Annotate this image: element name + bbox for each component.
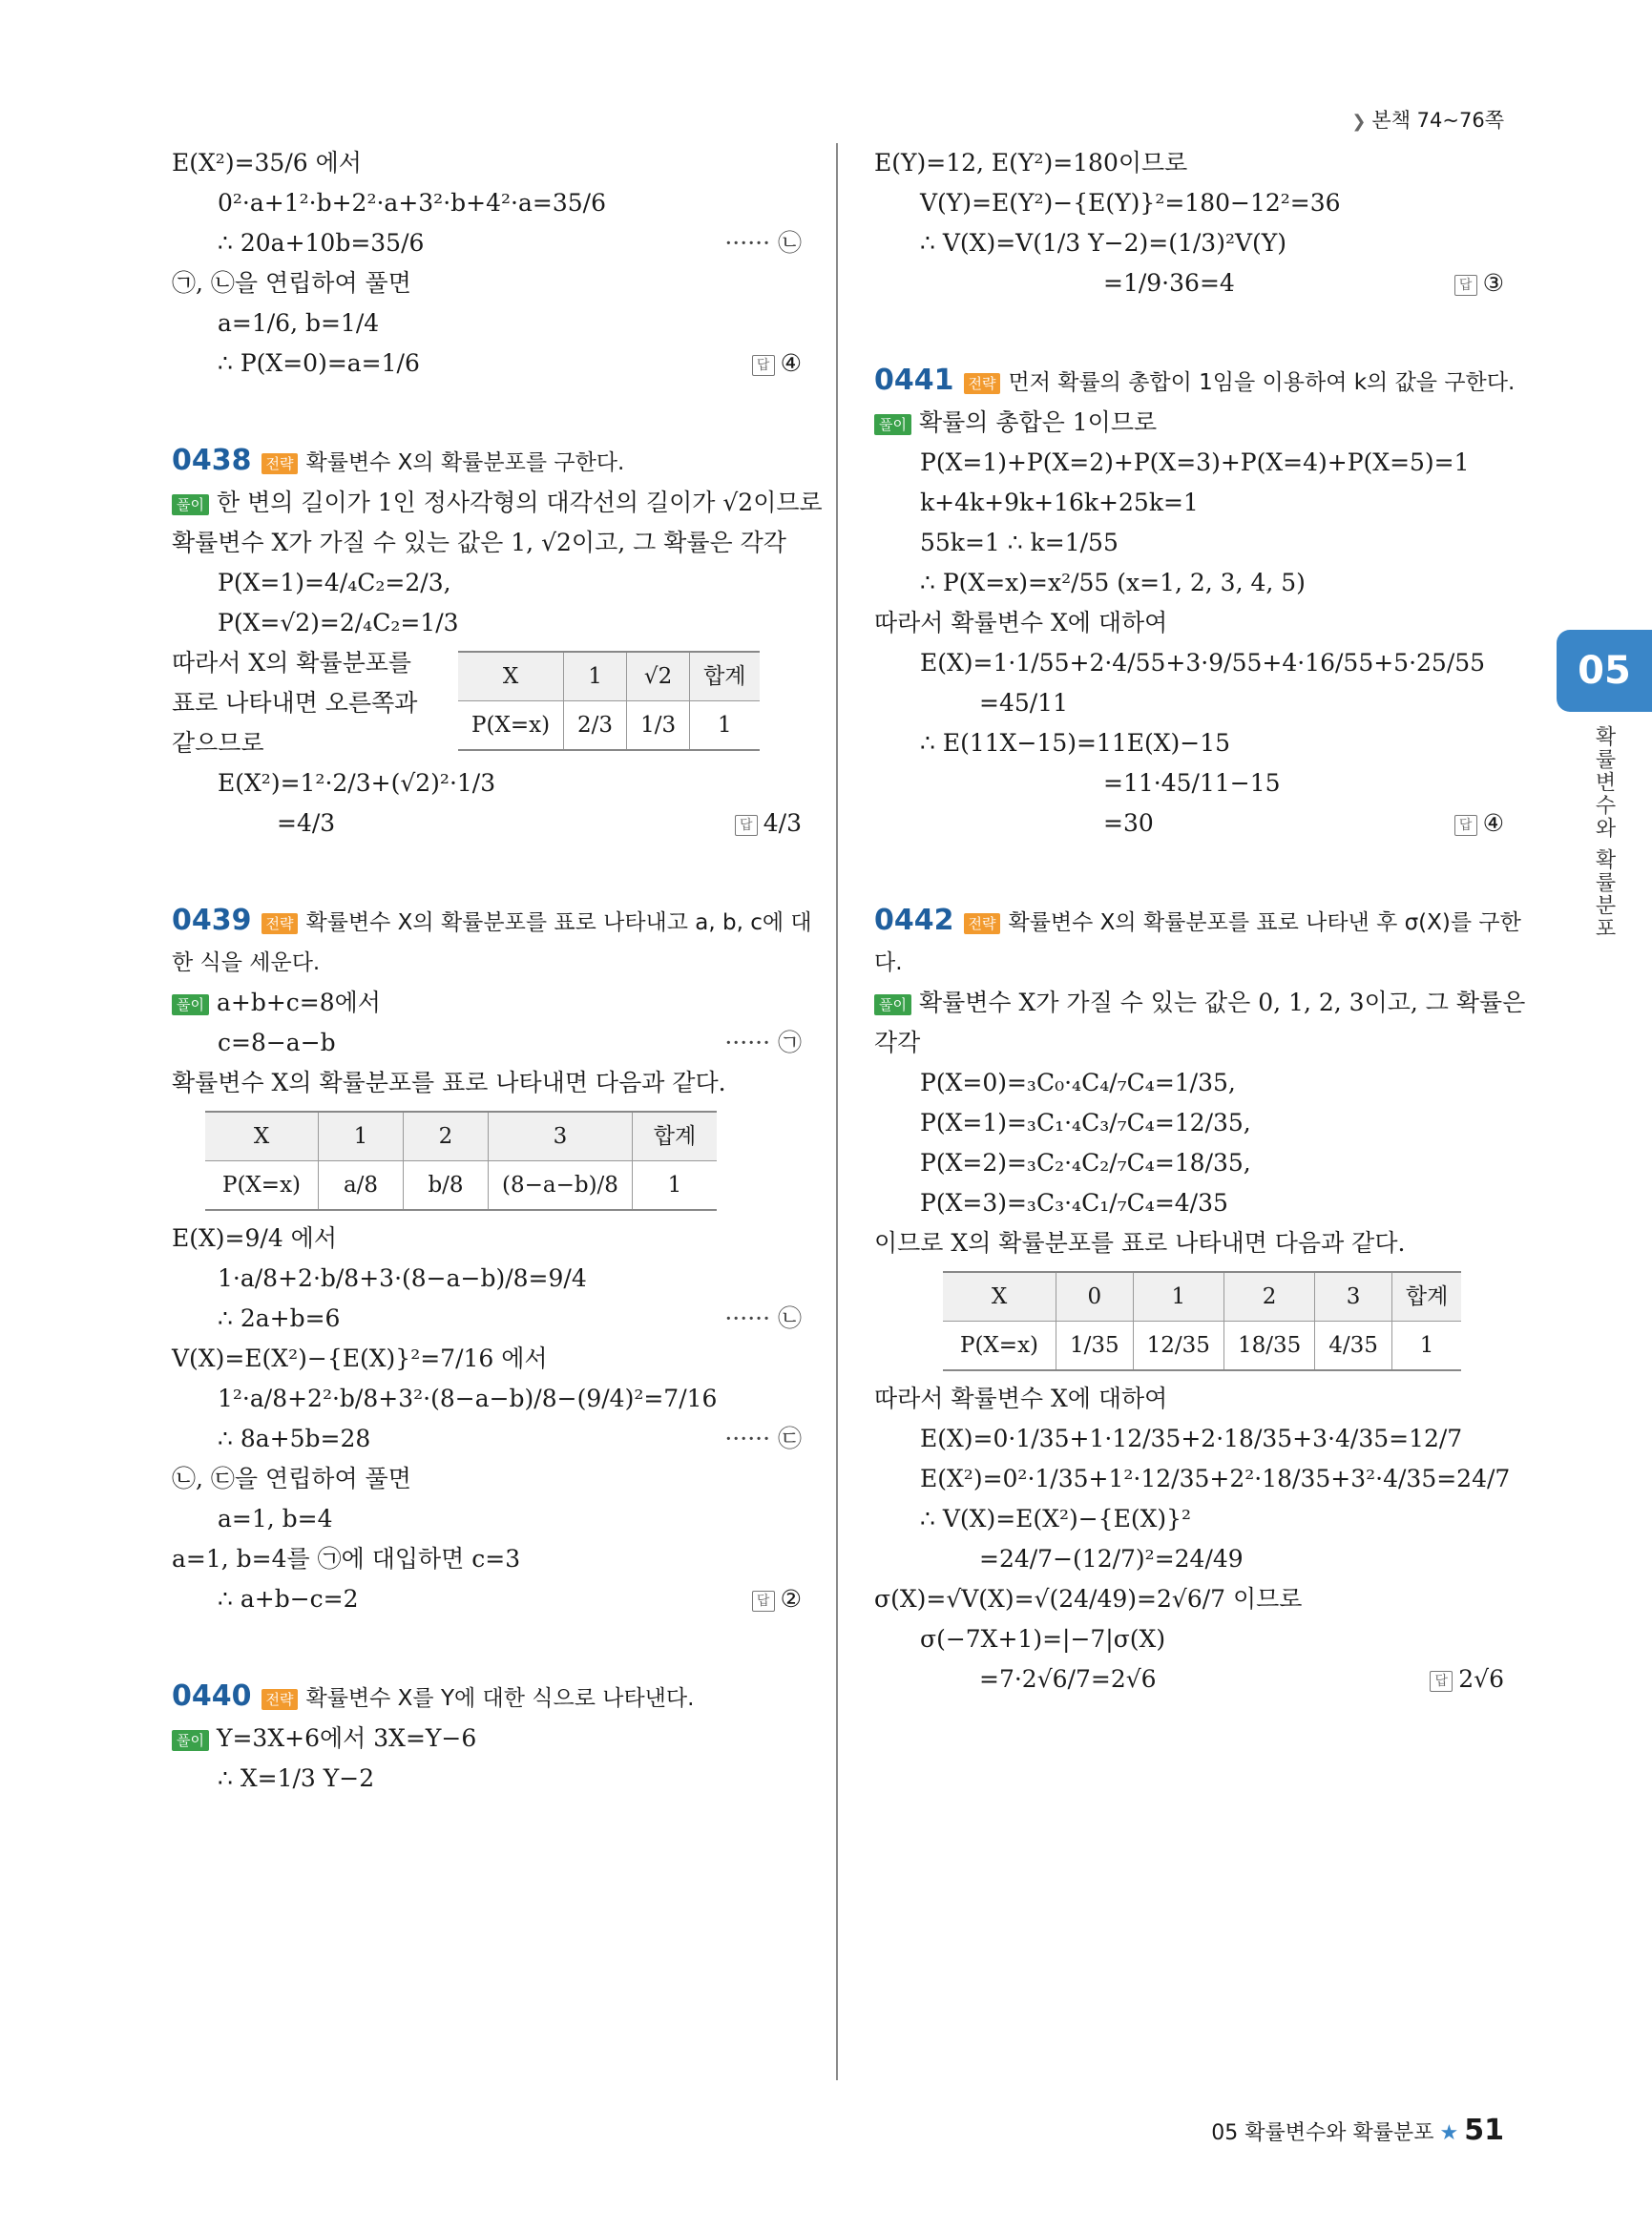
table-header-row: X 1 √2 합계 — [458, 652, 760, 701]
equation-marker: ······ ㉢ — [724, 1425, 802, 1452]
line: P(X=0)=₃C₀·₄C₄/₇C₄=1/35, — [920, 1069, 1236, 1096]
distribution-table — [458, 651, 760, 751]
problem-heading-0441 — [874, 361, 1516, 403]
answer: 답 2√6 — [1430, 1659, 1504, 1699]
line: ㉡, ㉢을 연립하여 풀면 — [172, 1465, 411, 1492]
spacer — [172, 384, 802, 441]
line: 확률변수 X가 가질 수 있는 값은 1, √2이고, 그 확률은 각각 — [172, 529, 786, 556]
line: =24/7−(12/7)²=24/49 — [979, 1545, 1244, 1573]
strategy-text-cont: 다. — [874, 950, 903, 975]
spacer — [874, 303, 1504, 361]
strategy-text-cont: 한 식을 세운다. — [172, 950, 321, 975]
column-divider — [836, 143, 838, 2080]
line: =7·2√6/7=2√6 답 2√6 — [874, 1659, 1504, 1699]
line: =30 답 ④ — [874, 803, 1504, 844]
line: ∴ E(11X−15)=11E(X)−15 — [920, 729, 1231, 757]
answer: 답 ③ — [1454, 263, 1504, 303]
problem-number: 0440 — [172, 1679, 252, 1713]
answer: 답 ④ — [1454, 803, 1504, 844]
page-number: 51 — [1464, 2114, 1504, 2147]
page-footer — [1211, 2114, 1504, 2147]
strategy-text: 확률변수 X의 확률분포를 구한다. — [305, 450, 625, 475]
problem-heading-0439 — [172, 901, 812, 943]
chapter-tab-label: 확률변수와 확률분포 — [1592, 725, 1616, 940]
equation-marker: ······ ㉠ — [724, 1029, 802, 1056]
problem-heading-0440 — [172, 1677, 802, 1719]
line: P(X=3)=₃C₃·₄C₁/₇C₄=4/35 — [920, 1189, 1228, 1217]
line: ∴ X=1/3 Y−2 — [218, 1764, 375, 1792]
solution-tag: 풀이 — [172, 494, 209, 515]
table-row: P(X=x) a/8 b/8 (8−a−b)/8 1 — [205, 1161, 717, 1211]
line: E(X)=9/4 에서 — [172, 1224, 337, 1252]
strategy-text: 확률변수 X의 확률분포를 표로 나타내고 a, b, c에 대 — [305, 910, 812, 935]
line: 풀이 한 변의 길이가 1인 정사각형의 대각선의 길이가 √2이므로 — [172, 483, 802, 523]
line: 풀이 a+b+c=8에서 — [172, 983, 802, 1023]
line: P(X=1)=₃C₁·₄C₃/₇C₄=12/35, — [920, 1109, 1251, 1136]
line: 1·a/8+2·b/8+3·(8−a−b)/8=9/4 — [218, 1264, 587, 1292]
table-row: P(X=x) 2/3 1/3 1 — [458, 701, 760, 751]
answer-mark-icon: 답 — [735, 815, 758, 836]
table-with-text — [172, 643, 802, 763]
strategy-tag: 전략 — [261, 913, 299, 934]
line: ∴ P(X=x)=x²/55 (x=1, 2, 3, 4, 5) — [920, 569, 1306, 596]
line: 이므로 X의 확률분포를 표로 나타내면 다음과 같다. — [874, 1229, 1406, 1257]
line: P(X=1)+P(X=2)+P(X=3)+P(X=4)+P(X=5)=1 — [920, 448, 1470, 476]
line: E(X²)=1²·2/3+(√2)²·1/3 — [218, 769, 496, 797]
answer: 답 4/3 — [735, 803, 802, 844]
line: ∴ 2a+b=6 ······ ㉡ — [172, 1299, 802, 1339]
left-column — [172, 143, 823, 1799]
line: 풀이 확률변수 X가 가질 수 있는 값은 0, 1, 2, 3이고, 그 확률은 — [874, 983, 1504, 1023]
line: P(X=√2)=2/₄C₂=1/3 — [218, 609, 459, 636]
strategy-text: 확률변수 X의 확률분포를 표로 나타낸 후 σ(X)를 구한 — [1008, 910, 1521, 935]
line: ∴ 8a+5b=28 ······ ㉢ — [172, 1419, 802, 1459]
line: 각각 — [874, 1029, 921, 1056]
strategy-tag: 전략 — [261, 453, 299, 474]
table-row: P(X=x) 1/35 12/35 18/35 4/35 1 — [943, 1322, 1461, 1371]
line: V(Y)=E(Y²)−{E(Y)}²=180−12²=36 — [920, 189, 1341, 217]
line: ∴ V(X)=E(X²)−{E(X)}² — [920, 1505, 1192, 1533]
chevron-right-icon: ❯ — [1351, 112, 1367, 132]
solution-tag: 풀이 — [172, 1730, 209, 1751]
solution-tag: 풀이 — [874, 414, 911, 435]
strategy-tag: 전략 — [964, 913, 1001, 934]
answer-mark-icon: 답 — [1454, 815, 1477, 836]
line: c=8−a−b ······ ㉠ — [172, 1023, 802, 1063]
line: =45/11 — [979, 689, 1068, 717]
distribution-table — [205, 1111, 717, 1211]
line: 확률변수 X의 확률분포를 표로 나타내면 다음과 같다. — [172, 1069, 726, 1096]
answer-mark-icon: 답 — [752, 355, 775, 376]
line: a=1, b=4 — [218, 1505, 333, 1533]
problem-number: 0442 — [874, 904, 954, 937]
line: 55k=1 ∴ k=1/55 — [920, 529, 1119, 556]
line: ∴ P(X=0)=a=1/6 답 ④ — [172, 344, 802, 384]
line: 0²·a+1²·b+2²·a+3²·b+4²·a=35/6 — [218, 189, 606, 217]
problem-number: 0441 — [874, 364, 954, 397]
line: =1/9·36=4 답 ③ — [874, 263, 1504, 303]
answer-mark-icon: 답 — [1454, 275, 1477, 296]
line: ∴ a+b−c=2 답 ② — [172, 1579, 802, 1619]
line: 표로 나타내면 오른쪽과 — [172, 689, 418, 717]
line: =11·45/11−15 — [1103, 769, 1281, 797]
line: 따라서 X의 확률분포를 — [172, 649, 412, 677]
line: ㉠, ㉡을 연립하여 풀면 — [172, 269, 411, 297]
chapter-tab[interactable]: 05 — [1557, 630, 1652, 712]
line: P(X=1)=4/₄C₂=2/3, — [218, 569, 451, 596]
solution-tag: 풀이 — [172, 994, 209, 1015]
line: E(Y)=12, E(Y²)=180이므로 — [874, 149, 1188, 177]
strategy-text: 확률변수 X를 Y에 대한 식으로 나타낸다. — [305, 1686, 695, 1711]
line: E(X²)=0²·1/35+1²·12/35+2²·18/35+3²·4/35=24/7 — [920, 1465, 1511, 1492]
problem-heading-0442 — [874, 901, 1521, 943]
line: ∴ V(X)=V(1/3 Y−2)=(1/3)²V(Y) — [920, 229, 1287, 257]
star-icon: ★ — [1439, 2121, 1459, 2145]
line: a=1, b=4를 ㉠에 대입하면 c=3 — [172, 1545, 521, 1573]
line: 풀이 확률의 총합은 1이므로 — [874, 403, 1504, 443]
line: =4/3 답 4/3 — [172, 803, 802, 844]
spacer — [172, 844, 802, 901]
problem-number: 0439 — [172, 904, 252, 937]
line: 따라서 확률변수 X에 대하여 — [874, 1385, 1168, 1412]
equation-marker: ······ ㉡ — [724, 229, 802, 257]
strategy-tag: 전략 — [964, 373, 1001, 394]
line: 같으므로 — [172, 729, 264, 757]
right-column — [874, 143, 1526, 1699]
line: k+4k+9k+16k+25k=1 — [920, 489, 1199, 516]
problem-number: 0438 — [172, 444, 252, 477]
answer-mark-icon: 답 — [752, 1591, 775, 1612]
strategy-tag: 전략 — [261, 1689, 299, 1710]
line: σ(−7X+1)=|−7|σ(X) — [920, 1625, 1166, 1653]
solution-tag: 풀이 — [874, 994, 911, 1015]
footer-chapter: 05 확률변수와 확률분포 — [1211, 2121, 1434, 2145]
answer-mark-icon: 답 — [1430, 1671, 1453, 1692]
spacer — [874, 844, 1504, 901]
table-header-row: X 0 1 2 3 합계 — [943, 1272, 1461, 1322]
line: 풀이 Y=3X+6에서 3X=Y−6 — [172, 1719, 802, 1759]
equation-marker: ······ ㉡ — [724, 1304, 802, 1332]
table-header-row: X 1 2 3 합계 — [205, 1112, 717, 1161]
line: E(X)=1·1/55+2·4/55+3·9/55+4·16/55+5·25/55 — [920, 649, 1486, 677]
line: a=1/6, b=1/4 — [218, 309, 380, 337]
line: 1²·a/8+2²·b/8+3²·(8−a−b)/8−(9/4)²=7/16 — [218, 1385, 718, 1412]
line: V(X)=E(X²)−{E(X)}²=7/16 에서 — [172, 1345, 548, 1372]
problem-heading-0438 — [172, 441, 802, 483]
distribution-table — [943, 1271, 1461, 1371]
line: σ(X)=√V(X)=√(24/49)=2√6/7 이므로 — [874, 1585, 1303, 1613]
line: P(X=2)=₃C₂·₄C₂/₇C₄=18/35, — [920, 1149, 1251, 1177]
answer: 답 ④ — [752, 344, 802, 384]
line: E(X)=0·1/35+1·12/35+2·18/35+3·4/35=12/7 — [920, 1425, 1463, 1452]
line: E(X²)=35/6 에서 — [172, 149, 362, 177]
strategy-text: 먼저 확률의 총합이 1임을 이용하여 k의 값을 구한다. — [1008, 370, 1516, 395]
book-reference: ❯ 본책 74~76쪽 — [1351, 109, 1504, 132]
answer: 답 ② — [752, 1579, 802, 1619]
spacer — [172, 1619, 802, 1677]
line: ∴ 20a+10b=35/6 ······ ㉡ — [172, 223, 802, 263]
line: 따라서 확률변수 X에 대하여 — [874, 609, 1168, 636]
